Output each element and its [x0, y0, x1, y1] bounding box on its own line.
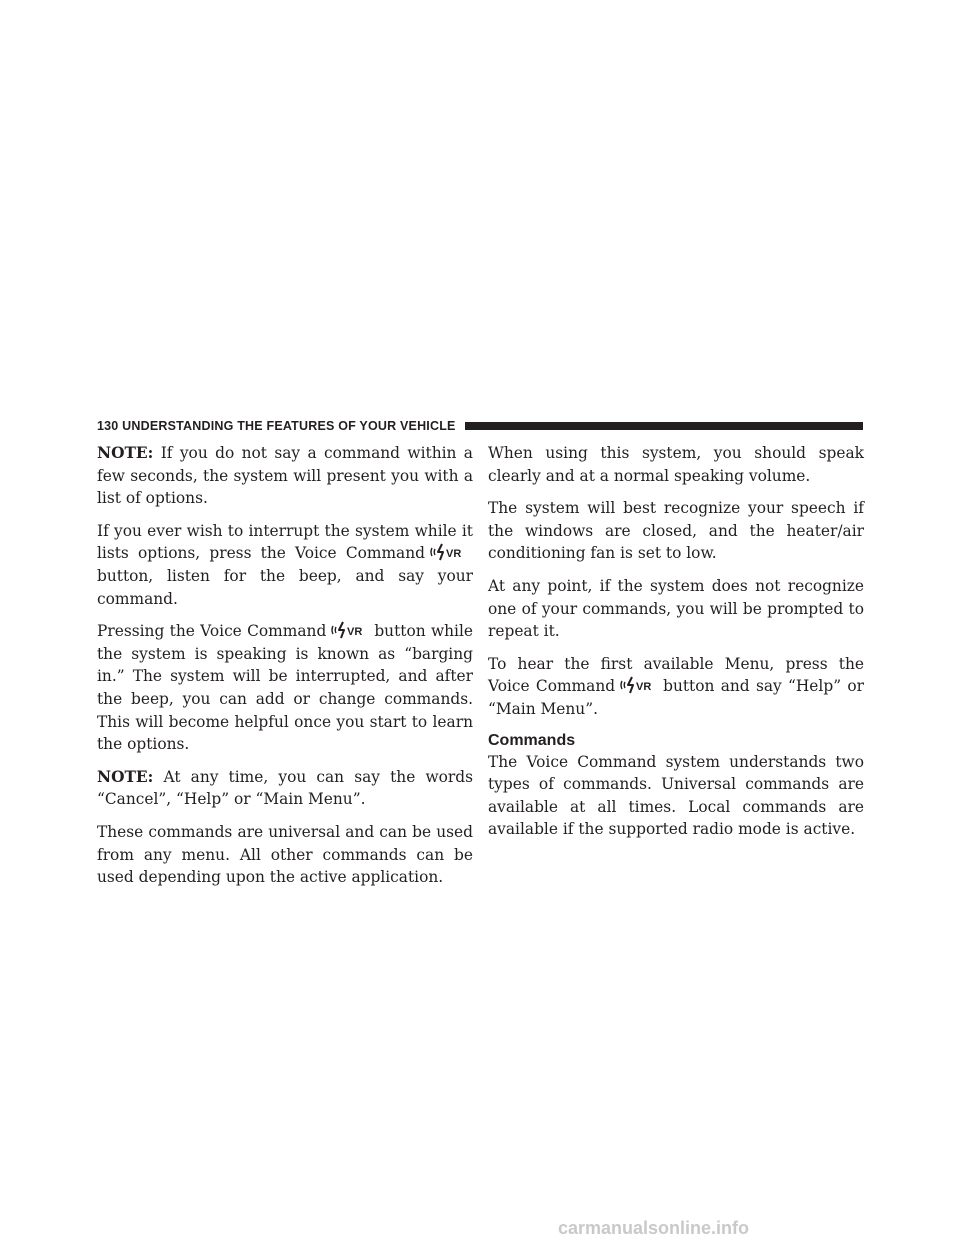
voice-command-icon — [429, 543, 469, 561]
svg-text:VR: VR — [347, 626, 363, 639]
page-number: 130 — [97, 419, 119, 433]
barging-paragraph — [97, 620, 473, 756]
svg-text:VR: VR — [636, 681, 652, 694]
header-rule — [465, 422, 863, 430]
note-text: If you do not say a command within a few seconds, the system will present you with a list of options. — [97, 444, 473, 508]
paragraph-text: button and say “Help” or “Main Menu”. — [488, 677, 864, 718]
paragraph-text: Pressing the Voice Command — [97, 622, 327, 641]
note-paragraph-1 — [97, 442, 473, 510]
left-column — [97, 442, 473, 899]
universal-commands-paragraph: These commands are universal and can be used from any menu. All other commands can be used depending upon the active application. — [97, 822, 473, 887]
paragraph-text: To hear the first available Menu, press the Voice Command — [488, 654, 864, 696]
page-header-text — [97, 418, 456, 434]
voice-command-icon — [619, 676, 659, 694]
section-title: UNDERSTANDING THE FEATURES OF YOUR VEHICLE — [122, 419, 456, 433]
note-label: NOTE: — [97, 767, 154, 786]
commands-heading: Commands — [488, 731, 576, 749]
paragraph-text: button while the system is speaking is known as “barging in.” The system will be interrupted, and after the beep, you can add or change commands. This will become helpful once you start to learn the options. — [97, 622, 473, 754]
commands-paragraph: The Voice Command system understands two types of commands. Universal commands are available at all times. Local commands are available if the supported radio mode is active. — [488, 752, 864, 839]
interrupt-paragraph — [97, 520, 473, 610]
svg-text:VR: VR — [446, 548, 462, 561]
paragraph-text: button, listen for the beep, and say your command. — [97, 566, 473, 608]
repeat-paragraph: At any point, if the system does not recognize one of your commands, you will be prompted to repeat it. — [488, 576, 864, 641]
paragraph-text: If you ever wish to interrupt the system while it lists options, press the Voice Command — [97, 521, 473, 563]
note-paragraph-2 — [97, 766, 473, 811]
page-header — [97, 418, 863, 434]
right-column — [488, 442, 864, 851]
watermark: carmanualsonline.info — [558, 1218, 750, 1238]
voice-command-icon — [330, 621, 370, 639]
speak-clearly-paragraph: When using this system, you should speak clearly and at a normal speaking volume. — [488, 444, 864, 485]
menu-paragraph — [488, 653, 864, 721]
recognition-paragraph: The system will best recognize your speech if the windows are closed, and the heater/air conditioning fan is set to low. — [488, 499, 864, 563]
note-label: NOTE: — [97, 444, 154, 462]
note-text: At any time, you can say the words “Cancel”, “Help” or “Main Menu”. — [97, 767, 473, 809]
